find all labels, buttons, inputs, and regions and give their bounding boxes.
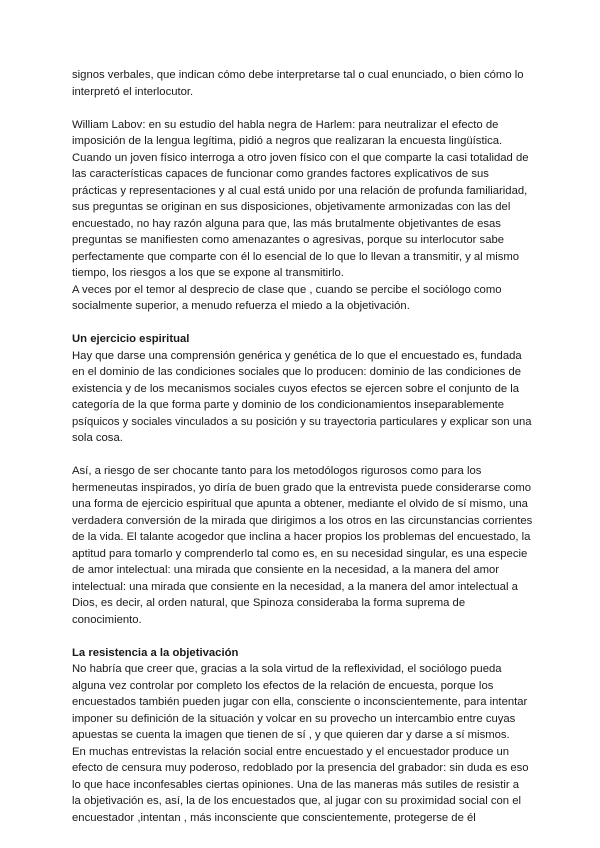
text-line: encuestador ,intentan , más inconsciente que conscientemente, protegerse de él (72, 811, 476, 824)
text-line: Dios, es decir, al orden natural, que Spinoza consideraba la forma suprema de (72, 597, 466, 609)
text-line: Así, a riesgo de ser chocante tanto para los metodólogos rigurosos como para los (72, 465, 482, 477)
text-line: verdadera conversión de la mirada que dirigimos a los otros en las circunstancias corrientes (72, 514, 533, 527)
text-line: Cuando un joven físico interroga a otro joven físico con el que comparte la casi totalidad de (72, 151, 529, 164)
paragraph-continuation (72, 67, 532, 100)
text-line: encuestados también pueden jugar con ella, consciente o inconscientemente, para intentar (72, 696, 528, 708)
text-line: imponer su definición de la situación y volcar en su provecho un intercambio entre cuyas (72, 712, 516, 725)
text-line: tiempo, los riesgos a los que se expone al transmitirlo. (72, 267, 344, 279)
paragraph-entrevista (72, 463, 532, 628)
text-line: categoría de la que forma parte y dominio de los condicionamientos inseparablemente (72, 399, 505, 411)
text-line: hermeneutas inspirados, yo diría de buen grado que la entrevista puede considerarse como (72, 481, 532, 494)
text-line: conocimiento. (72, 613, 142, 626)
section-ejercicio-espiritual (72, 331, 532, 447)
text-line: interpretó el interlocutor. (72, 85, 194, 98)
text-line: socialmente superior, a menudo refuerza el miedo a la objetivación. (72, 300, 410, 312)
text-line: de amor intelectual: una mirada que consiente en la necesidad, a la manera del amor (72, 564, 500, 576)
section-heading: Un ejercicio espiritual (72, 333, 190, 345)
section-resistencia-objetivacion (72, 645, 532, 827)
text-line: perfectamente que comparte con él lo esencial de lo que lo llevan a transmitir, y al mismo (72, 250, 520, 263)
text-line: En muchas entrevistas la relación social entre encuestado y el encuestador produce un (72, 745, 510, 758)
text-line: A veces por el temor al desprecio de clase que , cuando se percibe el sociólogo como (72, 283, 502, 296)
text-line: preguntas se manifiesten como amenazantes o agresivas, porque su interlocutor sabe (72, 234, 505, 246)
text-line: Hay que darse una comprensión genérica y genética de lo que el encuestado es, fundada (72, 349, 522, 362)
text-line: efecto de censura muy poderoso, redoblado por la presencia del grabador: sin duda es eso (72, 762, 529, 774)
text-line: imposición de la lengua legítima, pidió a negros que realizaran la encuesta lingüística. (72, 135, 503, 147)
document-page (72, 67, 532, 843)
text-line: No habría que creer que, gracias a la sola virtud de la reflexividad, el sociólogo pueda (72, 663, 502, 675)
text-line: en el dominio de las condiciones sociales que lo producen: dominio de las condiciones de (72, 366, 522, 378)
text-line: lo que hace inconfesables ciertas opiniones. Una de las maneras más sutiles de resistir a (72, 778, 520, 791)
text-line: sola cosa. (72, 432, 123, 444)
text-line: una forma de ejercicio espiritual que apunta a obtener, mediante el olvido de sí mismo, una (72, 498, 528, 510)
text-line: signos verbales, que indican cómo debe interpretarse tal o cual enunciado, o bien cómo lo (72, 69, 524, 81)
text-line: las características capaces de funcionar como grandes factores explicativos de sus (72, 168, 489, 180)
text-line: psíquicos y sociales vinculados a su posición y su trayectoria particulares y explicar son una (72, 415, 532, 428)
text-line: intelectual: una mirada que consiente en la necesidad, a la manera del amor intelectual a (72, 580, 518, 593)
text-line: existencia y de los mecanismos sociales cuyos efectos se ejercen sobre el conjunto de la (72, 382, 520, 395)
paragraph-labov (72, 117, 532, 315)
text-line: la objetivación es, así, la de los encuestados que, al jugar con su proximidad social con el (72, 795, 522, 807)
text-line: aptitud para tomarlo y comprenderlo tal como es, en su necesidad singular, es una especie (72, 547, 528, 560)
text-line: alguna vez controlar por completo los efectos de la relación de encuesta, porque los (72, 679, 494, 692)
text-line: de la vida. El talante acogedor que inclina a hacer propios los problemas del encuestado, la (72, 531, 531, 543)
text-line: sus preguntas se originan en sus disposiciones, objetivamente armonizadas con las del (72, 201, 511, 213)
text-line: prácticas y representaciones y al cual está unido por una relación de profunda familiaridad, (72, 184, 528, 197)
text-line: William Labov: en su estudio del habla negra de Harlem: para neutralizar el efecto de (72, 118, 499, 131)
text-line: encuestado, no hay razón alguna para que, las más brutalmente objetivantes de esas (72, 217, 501, 230)
text-line: apuestas se cuenta la imagen que tienen de sí , y que quieren dar y darse a sí mismos. (72, 729, 510, 741)
section-heading: La resistencia a la objetivación (72, 646, 239, 659)
